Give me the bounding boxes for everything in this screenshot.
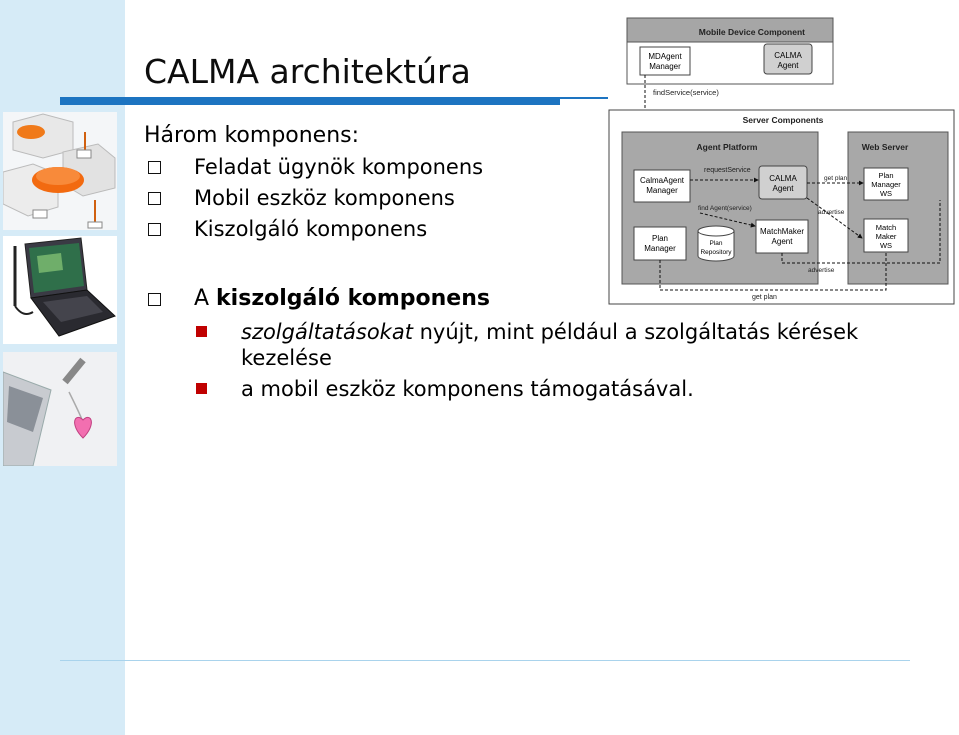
sub-bullet-icon bbox=[196, 326, 207, 337]
calma-agent-manager-label-1: CalmaAgent bbox=[639, 176, 685, 185]
title-underline bbox=[60, 97, 560, 105]
match-maker-ws-label-1: Match bbox=[875, 223, 897, 232]
calma-agent-server-label-2: Agent bbox=[772, 184, 794, 193]
architecture-diagram bbox=[600, 14, 959, 306]
sub-point-2: a mobil eszköz komponens támogatásával. bbox=[241, 377, 694, 401]
intro-text: Három komponens: bbox=[144, 123, 360, 148]
mobile-component-title: Mobile Device Component bbox=[698, 27, 805, 37]
web-server-box bbox=[848, 132, 948, 284]
calma-agent-mobile-label-2: Agent bbox=[777, 61, 799, 70]
get-plan-label: get plan bbox=[824, 175, 848, 182]
bullet-square-icon bbox=[148, 192, 161, 205]
bullet-square-icon bbox=[148, 293, 161, 306]
plan-manager-ws-label-2: Manager bbox=[871, 180, 901, 189]
calma-agent-manager-label-2: Manager bbox=[646, 186, 678, 195]
plan-manager-label-2: Manager bbox=[644, 244, 676, 253]
request-service-label: requestService bbox=[704, 167, 751, 174]
plan-repository-label-2: Repository bbox=[700, 249, 732, 256]
sub-point-1 bbox=[241, 320, 858, 344]
plan-repository-label-1: Plan bbox=[709, 240, 723, 247]
laptop-image bbox=[3, 236, 117, 344]
sub-bullet-icon bbox=[196, 383, 207, 394]
focus-heading bbox=[194, 286, 490, 311]
footer-divider bbox=[60, 660, 910, 661]
agent-platform-title: Agent Platform bbox=[696, 142, 758, 152]
component-item: Kiszolgáló komponens bbox=[194, 217, 428, 241]
sub-point-1-rest: nyújt, mint például a szolgáltatás kérések bbox=[412, 320, 859, 344]
focus-prefix: A bbox=[194, 286, 217, 311]
bullet-square-icon bbox=[148, 223, 161, 236]
sub-point-1-continuation: kezelése bbox=[241, 346, 332, 370]
slide-title: CALMA architektúra bbox=[144, 52, 471, 91]
component-item: Mobil eszköz komponens bbox=[194, 186, 455, 210]
component-item: Feladat ügynök komponens bbox=[194, 155, 484, 179]
find-agent-label: find Agent(service) bbox=[698, 205, 752, 212]
plan-manager-ws-label-3: WS bbox=[879, 189, 893, 198]
mdagent-label-2: Manager bbox=[649, 62, 681, 71]
advertise-label: advertise bbox=[818, 209, 845, 216]
match-maker-ws-label-3: WS bbox=[879, 241, 893, 250]
match-maker-ws-label-2: Maker bbox=[875, 232, 897, 241]
mdagent-label-1: MDAgent bbox=[648, 52, 682, 61]
matchmaker-agent-label-1: MatchMaker bbox=[759, 227, 805, 236]
find-service-label: findService(service) bbox=[653, 88, 719, 97]
server-components-title: Server Components bbox=[742, 115, 824, 125]
network-hexagon-image bbox=[3, 112, 117, 230]
sub-point-1-italic: szolgáltatásokat bbox=[241, 320, 413, 344]
mobile-phone-image bbox=[3, 352, 117, 466]
web-server-title: Web Server bbox=[861, 142, 909, 152]
matchmaker-agent-label-2: Agent bbox=[771, 237, 793, 246]
calma-agent-mobile-label-1: CALMA bbox=[774, 51, 802, 60]
bullet-square-icon bbox=[148, 161, 161, 174]
focus-bold: kiszolgáló komponens bbox=[216, 286, 490, 311]
get-plan-bottom-label: get plan bbox=[752, 294, 777, 301]
advertise-bottom-label: advertise bbox=[808, 267, 835, 274]
plan-manager-ws-label-1: Plan bbox=[878, 171, 894, 180]
calma-agent-server-label-1: CALMA bbox=[769, 174, 797, 183]
plan-manager-label-1: Plan bbox=[651, 234, 669, 243]
